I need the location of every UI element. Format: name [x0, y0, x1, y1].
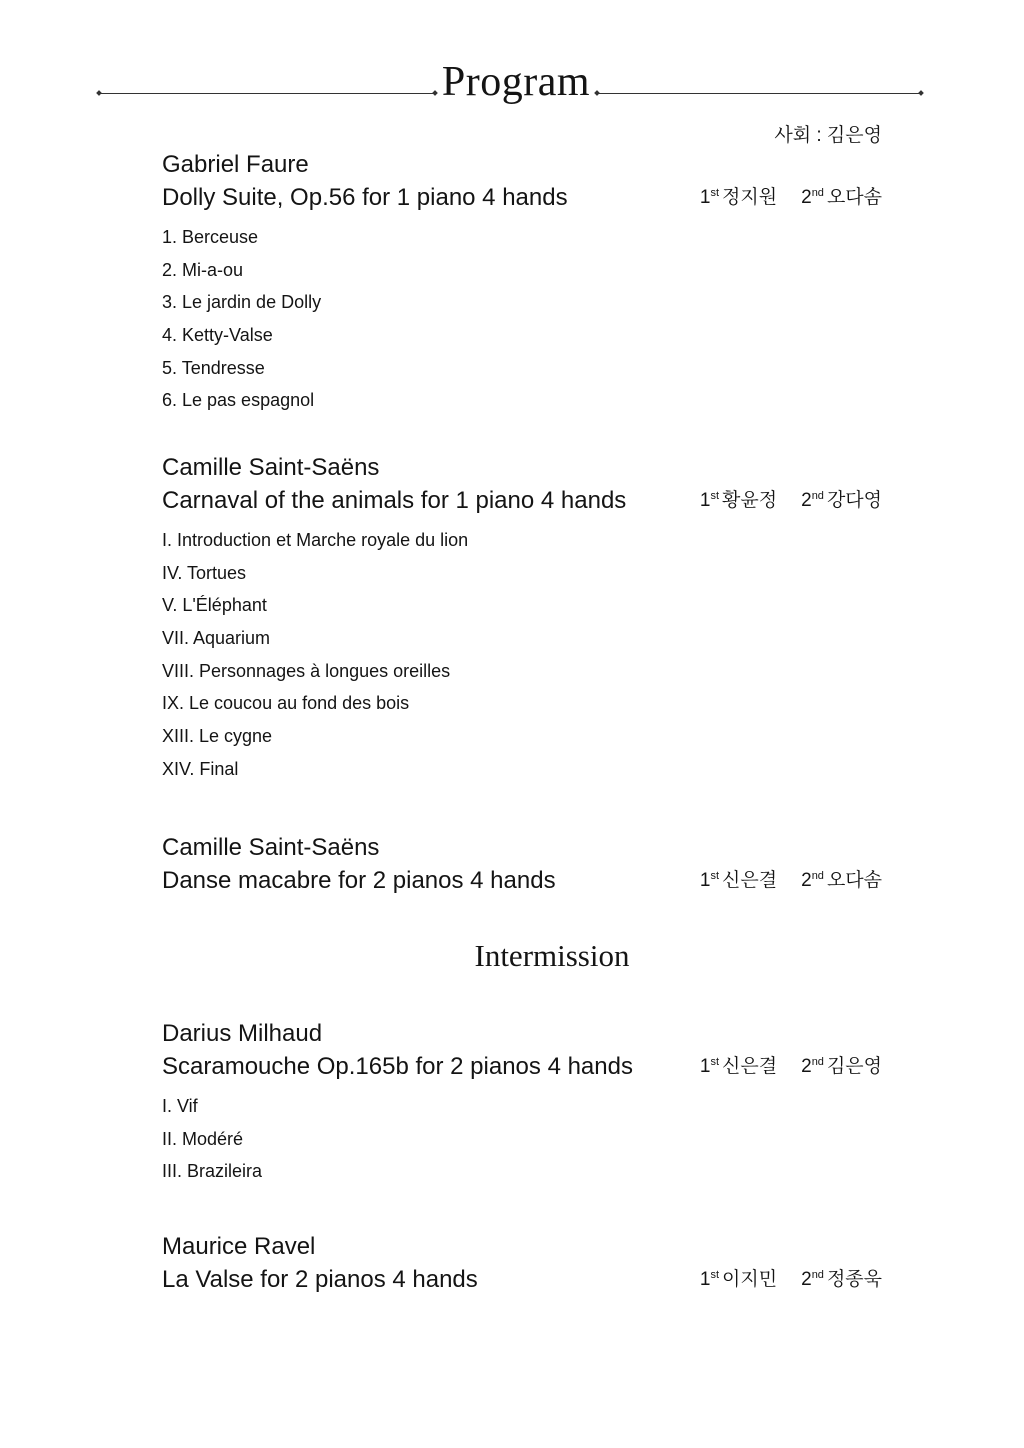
- movement-item: III. Brazileira: [162, 1161, 263, 1182]
- performer-part-number: 2: [801, 1056, 812, 1077]
- movement-item: XIV. Final: [162, 758, 239, 779]
- performer-part-ordinal: nd: [811, 489, 824, 502]
- performer-part-ordinal: st: [710, 1055, 720, 1068]
- host-credit: 사회 : 김은영: [774, 125, 882, 146]
- movement-item: VII. Aquarium: [162, 628, 271, 649]
- composer-name: Maurice Ravel: [162, 1233, 316, 1260]
- movement-list: [162, 1090, 882, 1188]
- work-row: [162, 1263, 882, 1297]
- movement-item: IX. Le coucou au fond des bois: [162, 693, 410, 714]
- performers: [700, 1265, 882, 1295]
- performer-name: 황윤정: [722, 490, 778, 511]
- program-piece: [162, 451, 882, 786]
- performer: [700, 1052, 777, 1082]
- performer: [700, 866, 777, 896]
- performer-name: 강다영: [826, 490, 882, 511]
- performer: [801, 1052, 882, 1082]
- work-row: [162, 484, 882, 518]
- performer-part-number: 1: [699, 870, 711, 891]
- work-title: Dolly Suite, Op.56 for 1 piano 4 hands: [162, 184, 568, 211]
- performer-name: 신은결: [722, 870, 778, 891]
- movement-item: 2. Mi-a-ou: [162, 259, 244, 280]
- work-title: Carnaval of the animals for 1 piano 4 hands: [162, 487, 627, 514]
- performer: [700, 486, 777, 516]
- performer: [801, 183, 882, 213]
- movement-item: I. Introduction et Marche royale du lion: [162, 530, 469, 550]
- page-title: Program: [441, 59, 591, 105]
- performers: [700, 866, 882, 896]
- program-piece: [162, 1017, 882, 1188]
- performer-part-number: 1: [699, 1056, 711, 1077]
- work-title: La Valse for 2 pianos 4 hands: [162, 1266, 478, 1293]
- performer-part-number: 2: [801, 1269, 812, 1290]
- performer: [700, 183, 777, 213]
- work-row: [162, 181, 882, 215]
- composer-name: Darius Milhaud: [162, 1020, 323, 1047]
- work-row: [162, 864, 882, 898]
- performer: [801, 866, 882, 896]
- work-title: Scaramouche Op.165b for 2 pianos 4 hands: [162, 1053, 633, 1080]
- performers: [700, 1052, 882, 1082]
- performer-part-number: 1: [699, 490, 711, 511]
- performer-part-ordinal: st: [710, 869, 720, 882]
- movement-item: 3. Le jardin de Dolly: [162, 292, 322, 313]
- performer-part-ordinal: st: [710, 186, 720, 199]
- work-row: [162, 1050, 882, 1084]
- movement-item: VIII. Personnages à longues oreilles: [162, 660, 451, 681]
- program-piece: [162, 148, 882, 417]
- movement-item: 1. Berceuse: [162, 227, 259, 247]
- movement-item: 5. Tendresse: [162, 357, 265, 378]
- performer-part-ordinal: nd: [811, 1055, 824, 1068]
- performers: [700, 486, 882, 516]
- intermission-heading: Intermission: [474, 938, 630, 973]
- performer-part-ordinal: st: [710, 489, 720, 502]
- header-rule-right: [596, 93, 922, 94]
- performer-part-number: 2: [801, 187, 812, 208]
- composer-name: Gabriel Faure: [162, 151, 309, 178]
- movement-item: XIII. Le cygne: [162, 726, 273, 747]
- performer-part-ordinal: nd: [811, 869, 824, 882]
- performer-part-ordinal: nd: [811, 186, 824, 199]
- movement-item: 6. Le pas espagnol: [162, 390, 315, 411]
- performer-part-number: 1: [699, 1269, 711, 1290]
- movement-item: 4. Ketty-Valse: [162, 325, 273, 346]
- performer-name: 오다솜: [826, 870, 882, 891]
- performer-name: 정지원: [722, 187, 778, 208]
- movement-list: [162, 524, 882, 786]
- performer: [801, 486, 882, 516]
- header-rule-left: [98, 93, 436, 94]
- movement-list: [162, 221, 882, 417]
- movement-item: II. Modéré: [162, 1128, 244, 1149]
- performer: [801, 1265, 882, 1295]
- composer-name: Camille Saint-Saëns: [162, 454, 380, 481]
- performer-name: 정종욱: [826, 1269, 882, 1290]
- movement-item: V. L'Éléphant: [162, 595, 267, 616]
- program-header: [98, 58, 922, 118]
- program-piece: [162, 1230, 882, 1297]
- work-title: Danse macabre for 2 pianos 4 hands: [162, 867, 556, 894]
- performer-part-number: 1: [699, 187, 711, 208]
- performers: [700, 183, 882, 213]
- composer-name: Camille Saint-Saëns: [162, 834, 380, 861]
- performer-name: 신은결: [722, 1056, 778, 1077]
- performer-name: 김은영: [826, 1056, 882, 1077]
- performer-part-ordinal: st: [710, 1268, 720, 1281]
- performer-name: 이지민: [722, 1269, 778, 1290]
- performer-part-ordinal: nd: [811, 1268, 824, 1281]
- performer: [700, 1265, 777, 1295]
- performer-part-number: 2: [801, 870, 812, 891]
- program-piece: [162, 831, 882, 898]
- movement-item: I. Vif: [162, 1096, 198, 1116]
- performer-name: 오다솜: [826, 187, 882, 208]
- performer-part-number: 2: [801, 490, 812, 511]
- movement-item: IV. Tortues: [162, 562, 247, 583]
